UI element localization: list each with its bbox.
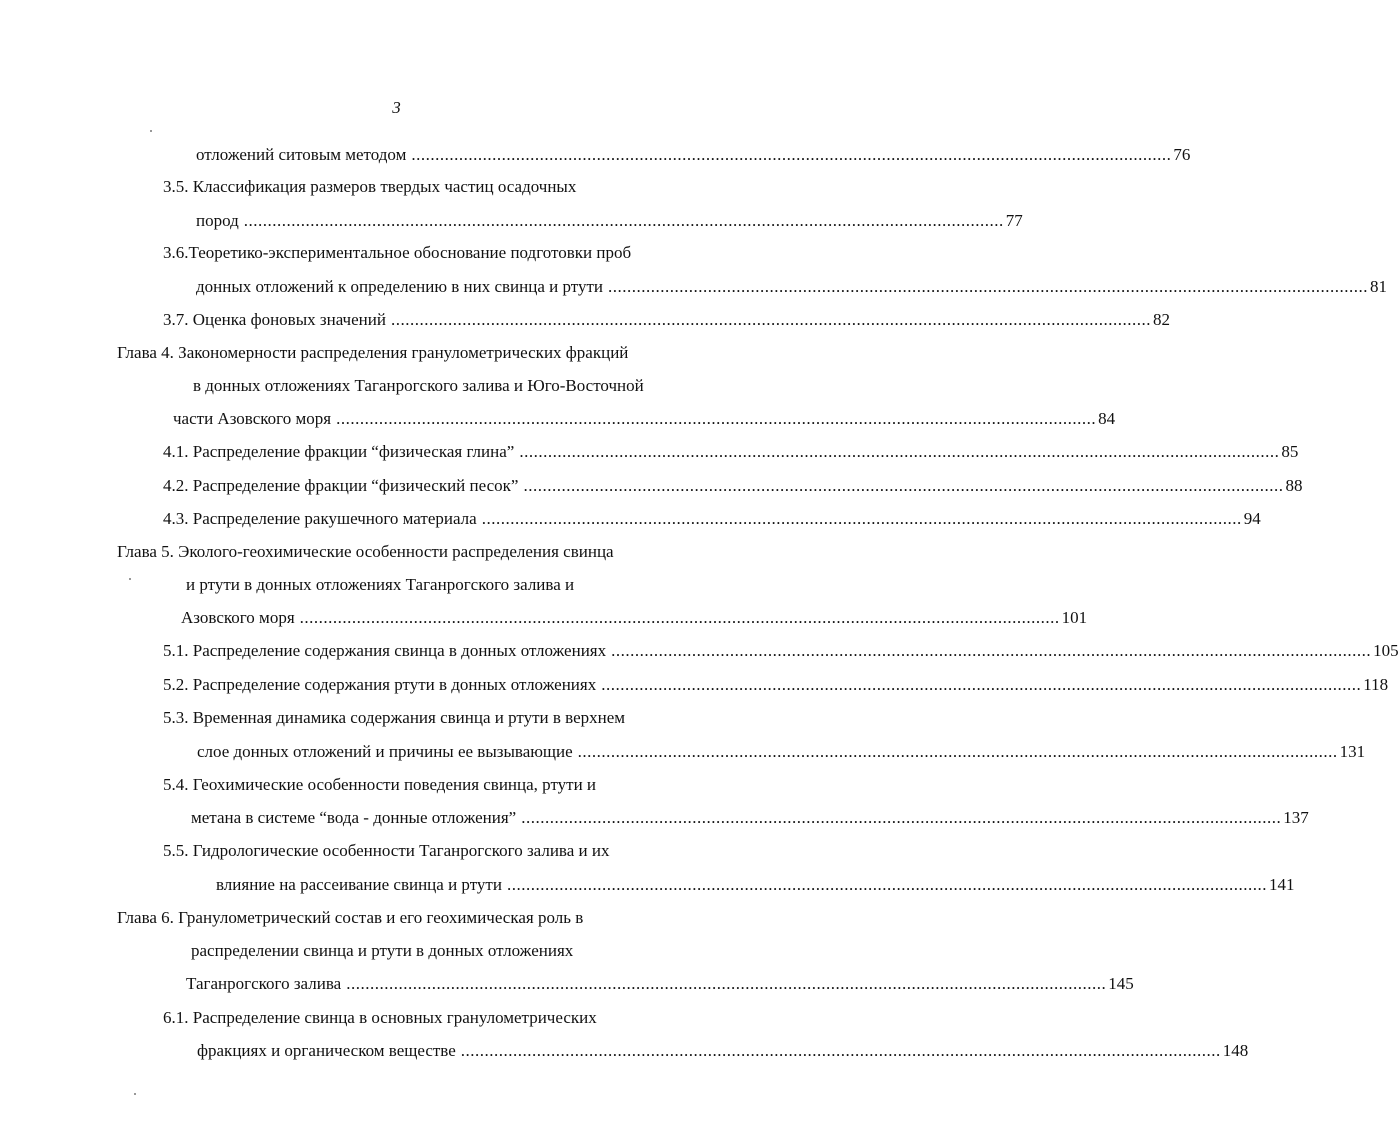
toc-entry-page: 141 — [1268, 875, 1295, 894]
toc-entry-page: 84 — [1098, 409, 1116, 428]
toc-entry-text: 4.1. Распределение фракции “физическая глина” — [163, 442, 515, 461]
toc-entry — [163, 241, 631, 265]
toc-entry-text: 6.1. Распределение свинца в основных гранулометрических — [163, 1008, 597, 1027]
toc-entry: 4.1. Распределение фракции “физическая глина” ................................................................................................................................................................ 85 — [163, 440, 707, 464]
toc-entry-text: 3.7. Оценка фоновых значений — [163, 310, 386, 329]
toc-entry: части Азовского моря ................................................................................................................................................................ 84 — [173, 407, 706, 431]
toc-entry-page: 77 — [1005, 211, 1023, 230]
page-number: 3 — [392, 98, 401, 117]
toc-entry: метана в системе “вода - донные отложения” ................................................................................................................................................................ 137 — [191, 806, 715, 830]
toc-entry: 5.2. Распределение содержания ртути в донных отложениях ................................................................................................................................................................ 118 — [163, 673, 716, 697]
toc-entry-page: 82 — [1152, 310, 1170, 329]
toc-entry — [163, 839, 609, 863]
toc-entry-text: 5.3. Временная динамика содержания свинца и ртути в верхнем — [163, 708, 626, 727]
toc-entry-text: в донных отложениях Таганрогского залива и Юго-Восточной — [193, 376, 644, 395]
toc-entry: отложений ситовым методом ................................................................................................................................................................ 76 — [196, 143, 710, 167]
toc-entry-text: Глава 5. Эколого-геохимические особенности распределения свинца — [117, 542, 614, 561]
toc-entry: 5.1. Распределение содержания свинца в донных отложениях ................................................................................................................................................................ 105 — [163, 639, 719, 663]
toc-entry-text: слое донных отложений и причины ее вызывающие — [197, 742, 573, 761]
toc-entry-text: Азовского моря — [181, 608, 295, 627]
toc-entry-text: Таганрогского залива — [186, 974, 342, 993]
toc-entry-text: метана в системе “вода - донные отложения” — [191, 808, 517, 827]
toc-entry-text: 3.5. Классификация размеров твердых частиц осадочных — [163, 177, 577, 196]
toc-entry-text: 4.3. Распределение ракушечного материала — [163, 509, 477, 528]
toc-entry-text: распределении свинца и ртути в донных отложениях — [191, 941, 574, 960]
toc-entry — [163, 773, 596, 797]
toc-chapter — [117, 341, 628, 365]
toc-entry — [163, 706, 625, 730]
toc-entry-text: Глава 6. Гранулометрический состав и его геохимическая роль в — [117, 908, 584, 927]
toc-entry-page: 148 — [1222, 1041, 1249, 1060]
toc-entry-text: донных отложений к определению в них свинца и ртути — [196, 277, 604, 296]
toc-entry: 4.2. Распределение фракции “физический песок” ................................................................................................................................................................ 88 — [163, 474, 709, 498]
toc-entry-text: влияние на рассеивание свинца и ртути — [216, 875, 502, 894]
toc-entry-text: 5.5. Гидрологические особенности Таганрогского залива и их — [163, 841, 610, 860]
toc-entry-text: пород — [196, 211, 239, 230]
toc-entry-page: 145 — [1108, 974, 1134, 993]
toc-entry-page: 137 — [1283, 808, 1309, 827]
toc-entry: пород ................................................................................................................................................................ 77 — [196, 209, 709, 233]
toc-entry: Азовского моря ................................................................................................................................................................ 101 — [181, 606, 717, 630]
toc-entry-page: 131 — [1339, 742, 1366, 761]
toc-entry-text: и ртути в донных отложениях Таганрогского залива и — [186, 575, 575, 594]
toc-entry-text: 5.2. Распределение содержания ртути в донных отложениях — [163, 675, 597, 694]
toc-entry-text: 3.6.Теоретико-экспериментальное обоснование подготовки проб — [163, 243, 632, 262]
toc-entry-text: Глава 4. Закономерности распределения гранулометрических фракций — [117, 343, 629, 362]
toc-entry: слое донных отложений и причины ее вызывающие ................................................................................................................................................................ 131 — [197, 740, 716, 764]
toc-entry: 3.7. Оценка фоновых значений ................................................................................................................................................................ 82 — [163, 308, 709, 332]
toc-entry — [186, 573, 574, 597]
toc-entry — [163, 1006, 597, 1030]
toc-entry-page: 81 — [1370, 277, 1388, 296]
toc-entry-text: фракциях и органическом веществе — [197, 1041, 456, 1060]
toc-entry: донных отложений к определению в них свинца и ртути ................................................................................................................................................................ 81 — [196, 275, 709, 299]
scan-speck — [129, 578, 131, 580]
toc-entry: 4.3. Распределение ракушечного материала ................................................................................................................................................................ 94 — [163, 507, 710, 531]
toc-entry-text: 4.2. Распределение фракции “физический песок” — [163, 476, 519, 495]
toc-entry-page: 101 — [1061, 608, 1088, 627]
toc-entry — [191, 939, 573, 963]
toc-entry-page: 88 — [1285, 476, 1303, 495]
toc-entry-page: 105 — [1373, 641, 1399, 660]
scan-speck — [134, 1093, 136, 1095]
toc-entry-text: части Азовского моря — [173, 409, 332, 428]
toc-entry — [193, 374, 644, 398]
toc-entry-page: 94 — [1243, 509, 1261, 528]
toc-entry-text: отложений ситовым методом — [196, 145, 407, 164]
toc-entry-page: 118 — [1363, 675, 1389, 694]
toc-entry-page: 76 — [1173, 145, 1191, 164]
scan-speck — [150, 130, 152, 132]
toc-entry-text: 5.4. Геохимические особенности поведения свинца, ртути и — [163, 775, 597, 794]
toc-entry: влияние на рассеивание свинца и ртути ................................................................................................................................................................ 141 — [216, 873, 716, 897]
toc-entry — [163, 175, 576, 199]
toc-chapter — [117, 906, 583, 930]
toc-entry: Таганрогского залива ................................................................................................................................................................ 145 — [186, 972, 716, 996]
toc-entry-text: 5.1. Распределение содержания свинца в донных отложениях — [163, 641, 607, 660]
toc-entry-page: 85 — [1281, 442, 1299, 461]
toc-chapter — [117, 540, 614, 564]
toc-entry: фракциях и органическом веществе ................................................................................................................................................................ 148 — [197, 1039, 712, 1063]
